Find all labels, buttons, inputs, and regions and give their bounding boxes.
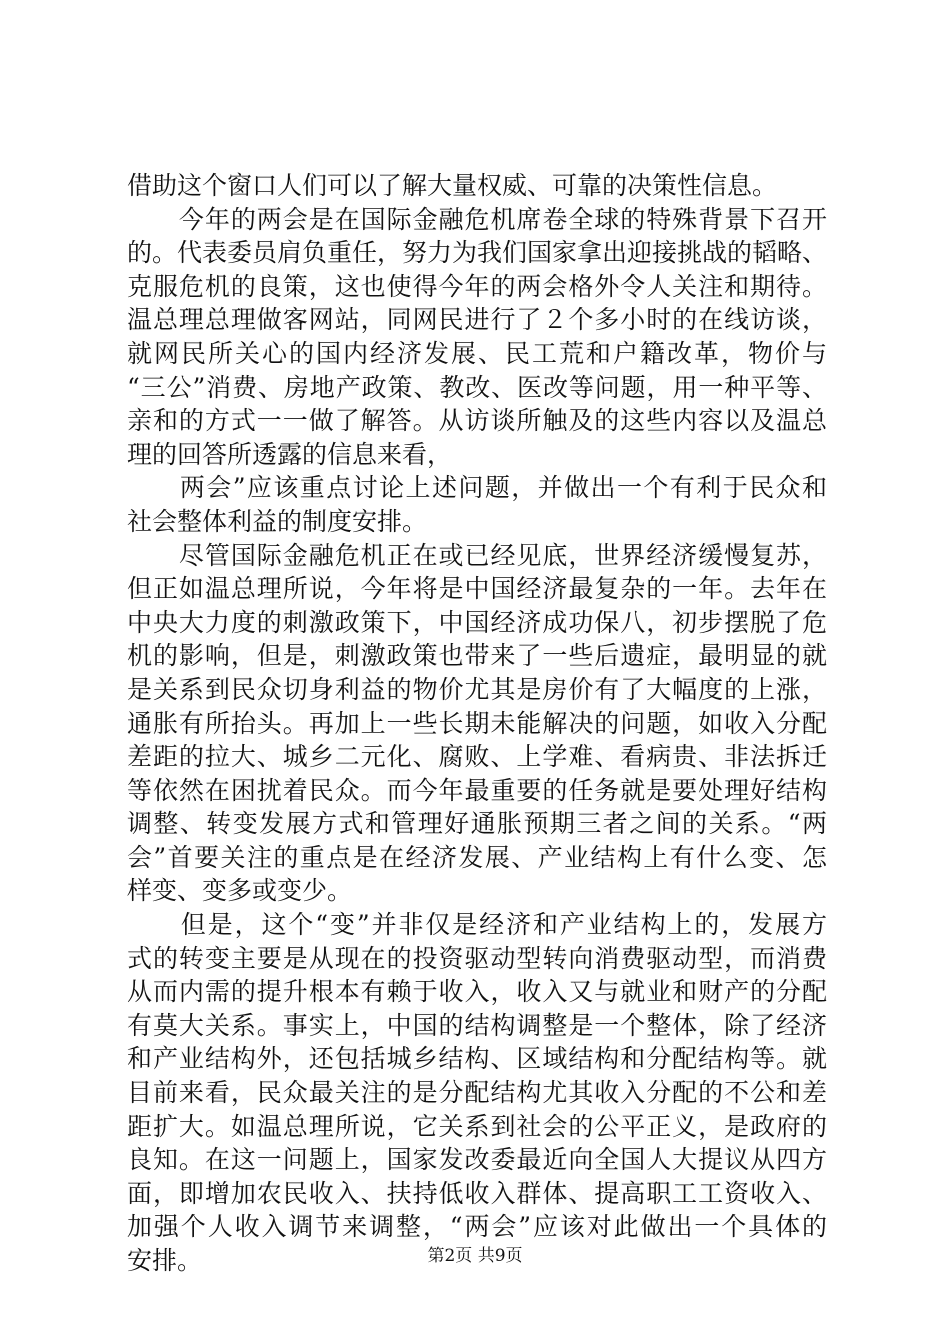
text-line: 距扩大。如温总理所说，它关系到社会的公平正义，是政府的 xyxy=(127,1111,827,1141)
text-line: 尽管国际金融危机正在或已经见底，世界经济缓慢复苏， xyxy=(127,540,827,570)
text-line: 从而内需的提升根本有赖于收入，收入又与就业和财产的分配 xyxy=(127,977,827,1007)
text-line: 安排。 xyxy=(127,1246,203,1275)
text-line: 有莫大关系。事实上，中国的结构调整是一个整体，除了经济 xyxy=(127,1010,827,1040)
text-line: 克服危机的良策，这也使得今年的两会格外令人关注和期待。 xyxy=(127,271,827,301)
page-number: 第2页 共9页 xyxy=(427,1246,523,1266)
text-line: 差距的拉大、城乡二元化、腐败、上学难、看病贵、非法拆迁 xyxy=(127,742,827,772)
text-line: 但正如温总理所说，今年将是中国经济最复杂的一年。去年在 xyxy=(127,574,827,604)
text-line: 是关系到民众切身利益的物价尤其是房价有了大幅度的上涨， xyxy=(127,674,827,704)
text-line: 的。代表委员肩负重任，努力为我们国家拿出迎接挑战的韬略、 xyxy=(127,238,828,268)
text-line: 温总理总理做客网站，同网民进行了２个多小时的在线访谈， xyxy=(127,305,827,335)
text-line: 今年的两会是在国际金融危机席卷全球的特殊背景下召开 xyxy=(127,204,827,234)
text-line: “三公”消费、房地产政策、教改、医改等问题，用一种平等、 xyxy=(127,372,827,402)
text-line: 中央大力度的刺激政策下，中国经济成功保八，初步摆脱了危 xyxy=(127,607,827,637)
text-line: 亲和的方式一一做了解答。从访谈所触及的这些内容以及温总 xyxy=(127,406,827,436)
text-line: 社会整体利益的制度安排。 xyxy=(127,506,428,536)
text-line: 良知。在这一问题上，国家发改委最近向全国人大提议从四方 xyxy=(127,1145,827,1175)
text-line: 理的回答所透露的信息来看， xyxy=(127,439,453,469)
text-line: 机的影响，但是，刺激政策也带来了一些后遗症，最明显的就 xyxy=(127,641,827,671)
text-line: 目前来看，民众最关注的是分配结构尤其收入分配的不公和差 xyxy=(127,1078,827,1108)
text-line: 会”首要关注的重点是在经济发展、产业结构上有什么变、怎 xyxy=(127,842,827,872)
text-line: 面，即增加农民收入、扶持低收入群体、提高职工工资收入、 xyxy=(127,1178,827,1208)
text-line: 就网民所关心的国内经济发展、民工荒和户籍改革，物价与 xyxy=(127,338,827,368)
text-line: 和产业结构外，还包括城乡结构、区域结构和分配结构等。就 xyxy=(127,1044,827,1074)
text-line: 等依然在困扰着民众。而今年最重要的任务就是要处理好结构 xyxy=(127,775,827,805)
document-body xyxy=(127,169,827,1278)
text-line: 式的转变主要是从现在的投资驱动型转向消费驱动型，而消费 xyxy=(127,943,827,973)
text-line: 调整、转变发展方式和管理好通胀预期三者之间的关系。“两 xyxy=(127,809,827,839)
text-line: 加强个人收入调节来调整，“两会”应该对此做出一个具体的 xyxy=(127,1212,827,1242)
text-line: 两会”应该重点讨论上述问题，并做出一个有利于民众和 xyxy=(127,473,827,503)
text-line: 但是，这个“变”并非仅是经济和产业结构上的，发展方 xyxy=(127,910,827,940)
text-line: 借助这个窗口人们可以了解大量权威、可靠的决策性信息。 xyxy=(127,171,778,200)
text-line: 样变、变多或变少。 xyxy=(127,876,353,906)
text-line: 通胀有所抬头。再加上一些长期未能解决的问题，如收入分配 xyxy=(127,708,827,738)
